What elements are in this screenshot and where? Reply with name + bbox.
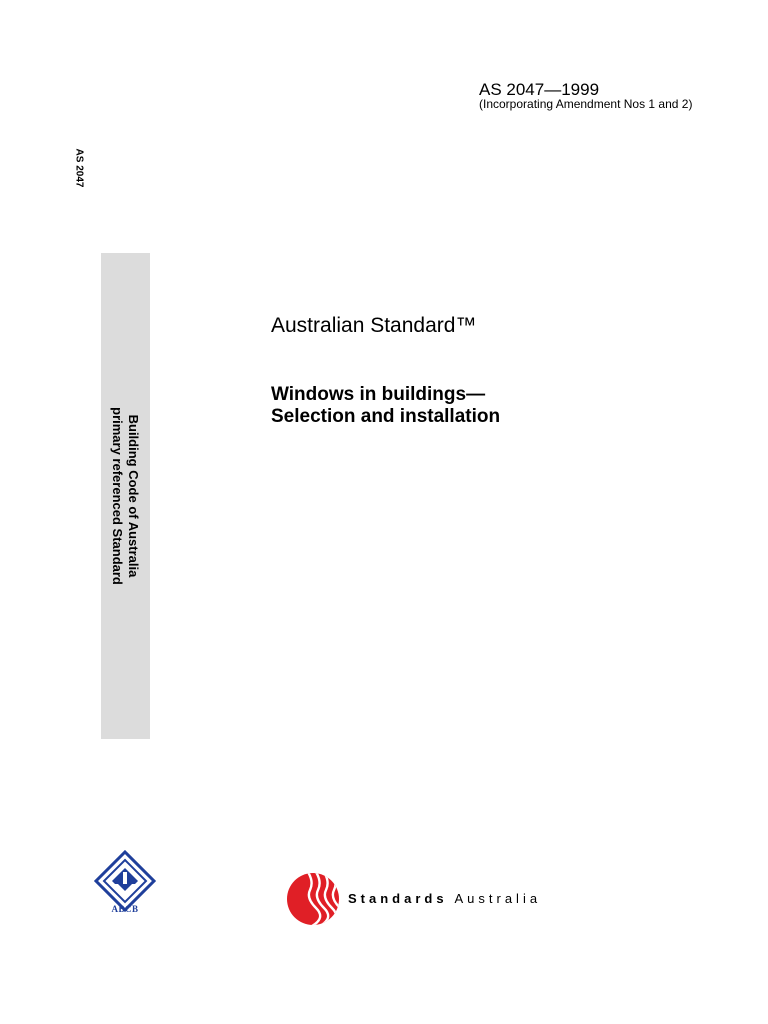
standards-australia-name-bold: Standards [348, 891, 448, 906]
spine-code [72, 146, 86, 190]
document-title-line-1: Windows in buildings— [271, 384, 486, 405]
bca-band [101, 253, 150, 739]
standard-number: AS 2047—1999 [479, 80, 600, 99]
bca-band-line-1: Building Code of Australia [126, 414, 141, 578]
document-title [271, 384, 500, 428]
bca-band-line-2: primary referenced Standard [110, 407, 125, 585]
series-title: Australian Standard™ [271, 314, 477, 337]
document-title-line-2: Selection and installation [271, 406, 501, 427]
standards-australia-logo-icon [286, 872, 340, 926]
amendment-note: (Incorporating Amendment Nos 1 and 2) [479, 97, 693, 111]
standards-australia-name-regular: Australia [454, 891, 542, 906]
standards-australia-name [348, 891, 541, 906]
bca-band-text [109, 407, 141, 585]
abcb-logo-label: ABCB [111, 904, 139, 914]
spine-code-text: AS 2047 [73, 148, 85, 188]
